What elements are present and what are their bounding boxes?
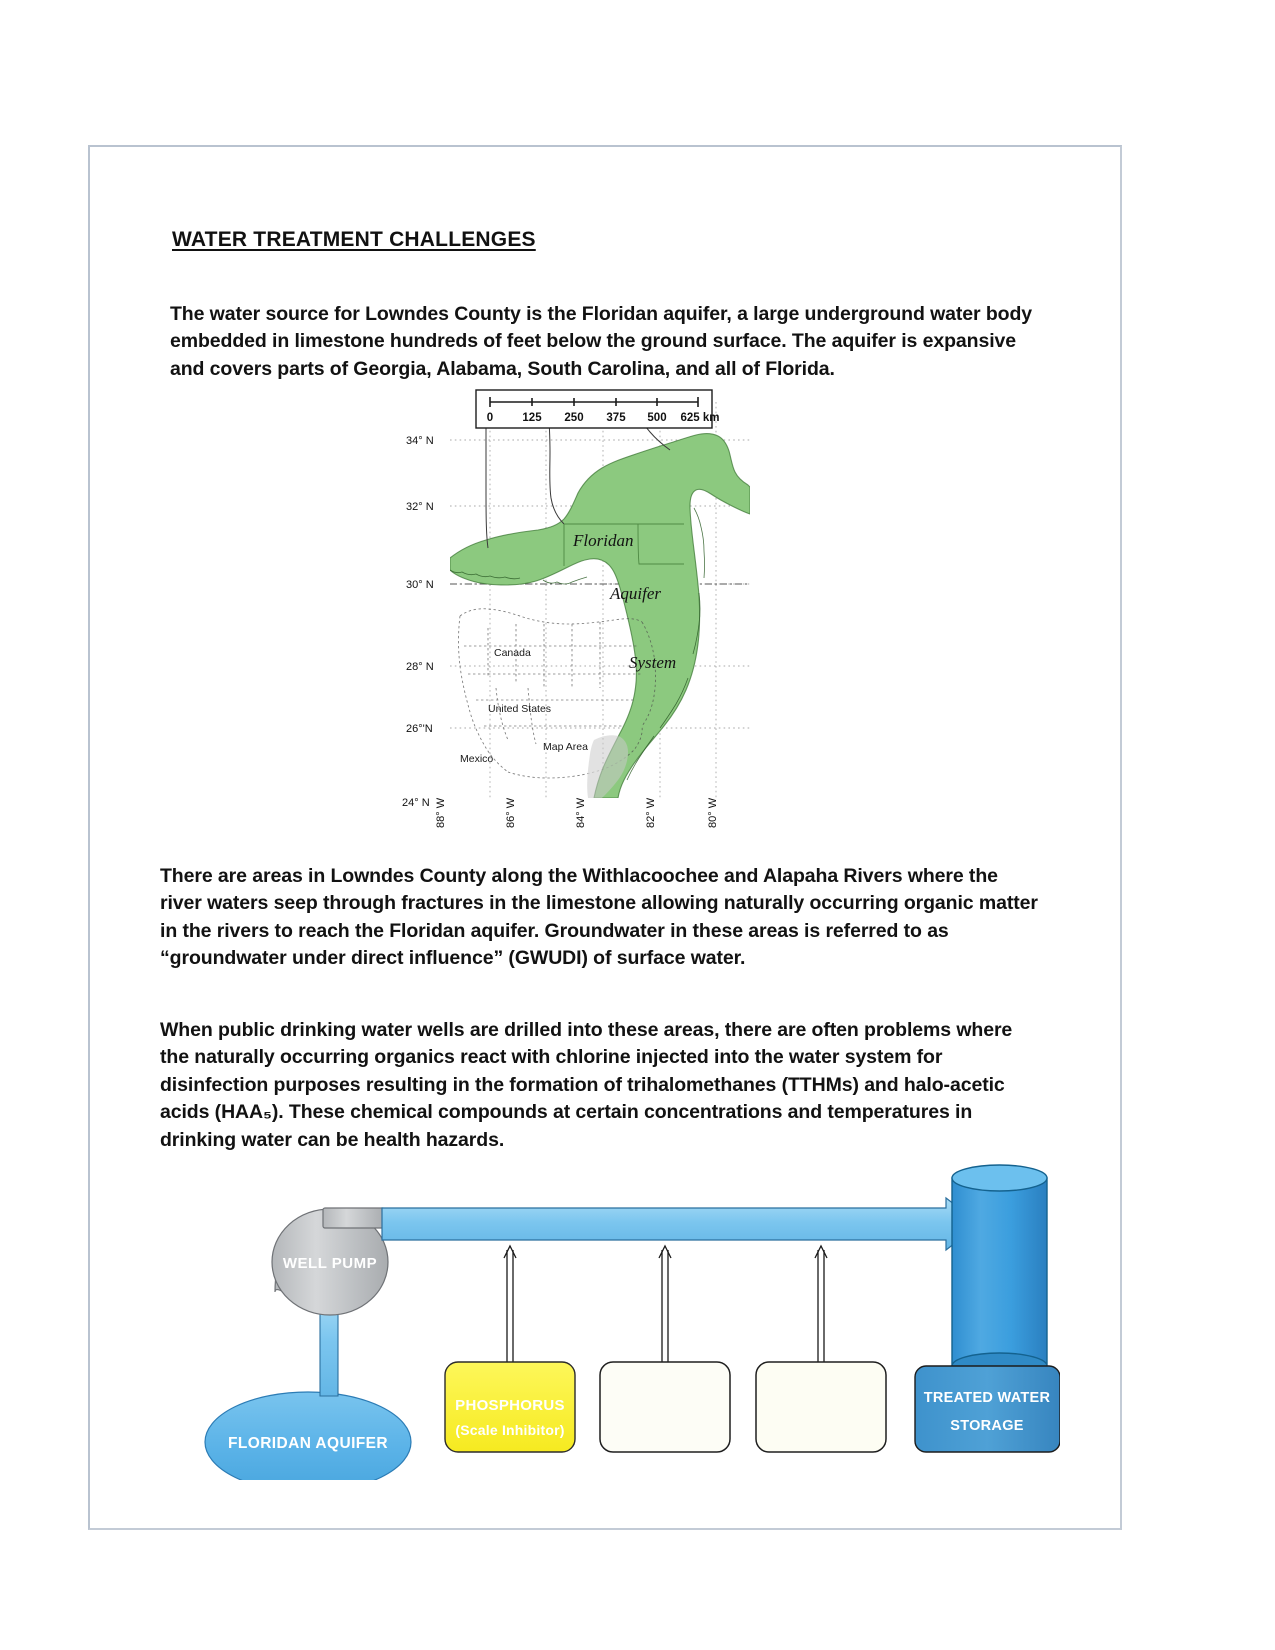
node-phosphorus-feed[interactable] bbox=[445, 1362, 575, 1452]
lon-label-84w: 84° W bbox=[575, 797, 587, 828]
node-label-storage-line2: STORAGE bbox=[950, 1418, 1024, 1434]
lon-label-80w: 80° W bbox=[707, 797, 719, 828]
node-floridan-aquifer[interactable] bbox=[205, 1392, 411, 1480]
scale-tick-625: 625 km bbox=[680, 412, 720, 424]
scale-tick-375: 375 bbox=[606, 412, 626, 424]
page-title: WATER TREATMENT CHALLENGES bbox=[172, 228, 536, 251]
scale-tick-250: 250 bbox=[564, 412, 584, 424]
aquifer-label-line-1: Floridan bbox=[573, 531, 634, 550]
lat-label-30n: 30° N bbox=[406, 579, 434, 591]
node-label-storage-line1: TREATED WATER bbox=[923, 1390, 1051, 1406]
chemical-feed-lines bbox=[504, 1246, 827, 1364]
node-storage-tank[interactable] bbox=[952, 1165, 1047, 1379]
lon-label-88w: 88° W bbox=[435, 797, 447, 828]
floridan-aquifer-map bbox=[398, 388, 758, 833]
aquifer-label-line-3: System bbox=[629, 653, 677, 672]
scale-tick-125: 125 bbox=[522, 412, 542, 424]
lat-label-26n: 26°'N bbox=[406, 723, 433, 735]
inset-label-map-area: Map Area bbox=[543, 741, 588, 753]
paragraph-water-source: The water source for Lowndes County is the Floridan aquifer, a large underground water body embedded in limestone hundreds of feet below the ground surface. The aquifer is expansive and covers parts of Georgia, Alabama, South Carolina, and all of Florida. bbox=[170, 302, 1033, 380]
node-treatment-box-2[interactable] bbox=[600, 1362, 730, 1452]
inset-label-mexico: Mexico bbox=[460, 753, 494, 765]
lat-label-34n: 34° N bbox=[406, 435, 434, 447]
inset-label-united-states: United States bbox=[488, 703, 552, 715]
lat-label-24n: 24° N bbox=[402, 797, 430, 809]
lat-label-28n: 28° N bbox=[406, 661, 434, 673]
lat-label-32n: 32° N bbox=[406, 501, 434, 513]
lon-label-86w: 86° W bbox=[505, 797, 517, 828]
water-treatment-process-diagram bbox=[180, 1150, 1060, 1480]
inset-label-canada: Canada bbox=[494, 647, 531, 659]
paragraph-gwudi: There are areas in Lowndes County along the Withlacoochee and Alapaha Rivers where the river waters seep through fractures in the limestone allowing naturally occurring organic matter in the rivers to reach the Floridan aquifer. Groundwater in these areas is referred to as “groundwater under direct influence” (GWUDI) of surface water. bbox=[160, 864, 1038, 969]
map-scale-bar bbox=[476, 390, 720, 428]
node-label-phosphorus-line2: (Scale Inhibitor) bbox=[455, 1422, 565, 1438]
node-treatment-box-3[interactable] bbox=[756, 1362, 886, 1452]
lon-label-82w: 82° W bbox=[645, 797, 657, 828]
node-label-well-pump: WELL PUMP bbox=[282, 1255, 378, 1272]
aquifer-label-line-2: Aquifer bbox=[610, 584, 661, 603]
paragraph-disinfection-byproducts: When public drinking water wells are drilled into these areas, there are often problems where the naturally occurring organics react with chlorine injected into the water system for disinfection purposes resulting in the formation of trihalomethanes (TTHMs) and halo-acetic acids (HAA₅). These chemical compounds at certain concentrations and temperatures in drinking water can be health hazards. bbox=[160, 1018, 1013, 1151]
scale-tick-500: 500 bbox=[647, 412, 667, 424]
pipe-main-header bbox=[382, 1198, 980, 1250]
scale-tick-0: 0 bbox=[486, 412, 494, 424]
node-treated-water-storage[interactable] bbox=[915, 1366, 1060, 1452]
node-well-pump[interactable] bbox=[272, 1208, 388, 1315]
node-label-phosphorus-line1: PHOSPHORUS bbox=[455, 1397, 565, 1414]
node-label-aquifer: FLORIDAN AQUIFER bbox=[228, 1435, 388, 1452]
